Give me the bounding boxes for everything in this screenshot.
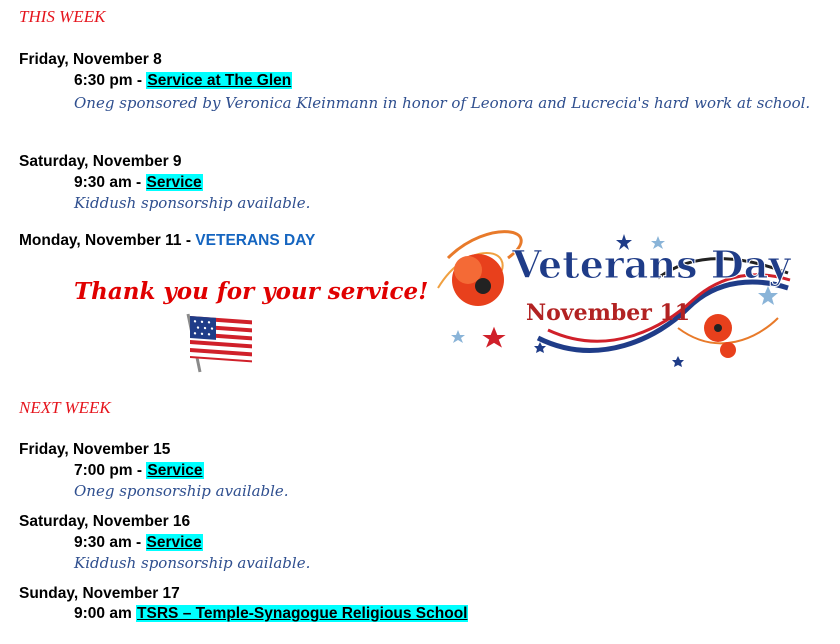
- saturday-nov-16-time-row: [74, 534, 203, 552]
- sunday-nov-17-time-row: [74, 605, 468, 623]
- saturday-nov-9-note: Kiddush sponsorship available.: [74, 194, 311, 212]
- saturday-nov-9-date: Saturday, November 9: [19, 153, 182, 170]
- this-week-heading: THIS WEEK: [19, 7, 106, 26]
- next-week-heading: NEXT WEEK: [19, 398, 111, 417]
- service-at-the-glen-link[interactable]: Service at The Glen: [147, 72, 292, 89]
- friday-nov-15-time-row: [74, 462, 204, 480]
- friday-nov-8-time-row: [74, 72, 292, 90]
- monday-nov-11-date: Monday, November 11 -: [19, 232, 196, 249]
- sunday-nov-17-date: Sunday, November 17: [19, 585, 180, 602]
- american-flag-icon: [180, 310, 260, 374]
- saturday-nov-16-time: 9:30 am -: [74, 534, 146, 551]
- banner-subtitle: November 11: [526, 300, 691, 326]
- saturday-nov-9-service-link[interactable]: Service: [146, 174, 202, 191]
- saturday-nov-9-time-row: [74, 174, 203, 192]
- friday-nov-15-note: Oneg sponsorship available.: [74, 482, 289, 500]
- banner-title: Veterans Day: [512, 242, 791, 287]
- tsrs-religious-school-link[interactable]: TSRS – Temple-Synagogue Religious School: [137, 605, 468, 622]
- veterans-day-label: VETERANS DAY: [195, 232, 316, 249]
- friday-nov-15-service-link[interactable]: Service: [147, 462, 203, 479]
- saturday-nov-9-time: 9:30 am -: [74, 174, 146, 191]
- friday-nov-15-date: Friday, November 15: [19, 441, 171, 458]
- friday-nov-15-time: 7:00 pm -: [74, 462, 147, 479]
- friday-nov-8-time: 6:30 pm -: [74, 72, 147, 89]
- friday-nov-8-note: Oneg sponsored by Veronica Kleinmann in honor of Leonora and Lucrecia's hard work at school.: [74, 94, 811, 112]
- saturday-nov-16-note: Kiddush sponsorship available.: [74, 554, 311, 572]
- veterans-day-banner: [428, 218, 800, 368]
- sunday-nov-17-time: 9:00 am: [74, 605, 137, 622]
- saturday-nov-16-service-link[interactable]: Service: [146, 534, 202, 551]
- saturday-nov-16-date: Saturday, November 16: [19, 513, 191, 530]
- monday-nov-11-row: [19, 232, 315, 250]
- thank-you-message: Thank you for your service!: [74, 278, 429, 305]
- poppy-flower-large: [452, 254, 504, 306]
- friday-nov-8-date: Friday, November 8: [19, 51, 162, 68]
